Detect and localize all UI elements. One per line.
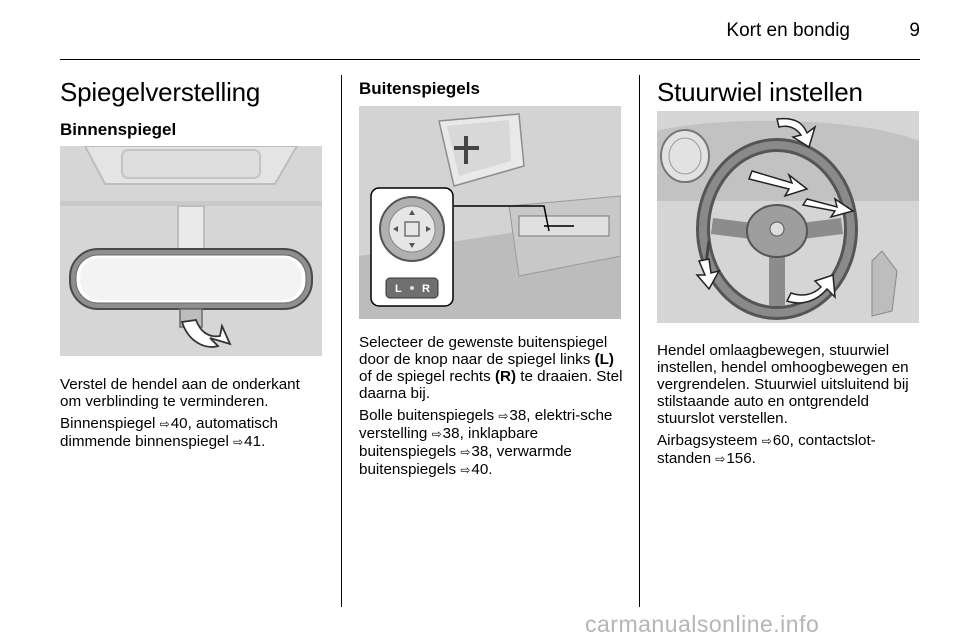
col3-paragraph-1: Hendel omlaagbewegen, stuurwiel instellen, hendel omhoogbewegen en vergrendelen. Stuurwiel uitsluitend bij stilstaande auto en ontgrendeld stuurslot verstellen.	[657, 342, 909, 427]
col3-p2-a: Airbagsysteem	[657, 432, 758, 449]
page-ref-41[interactable]: ⇨ 41.	[233, 433, 265, 450]
col2-p1-b: of de spiegel rechts	[359, 368, 491, 385]
button-left-label: L	[395, 283, 402, 295]
col2-p2-a: Bolle buitenspiegels	[359, 407, 495, 424]
header-title: Kort en bondig	[726, 20, 850, 41]
exterior-mirror-illustration	[359, 106, 621, 319]
col1-paragraph-1: Verstel de hendel aan de onderkant om verblinding te verminderen.	[60, 376, 300, 410]
steering-wheel-illustration	[657, 111, 919, 323]
col3-paragraph-2	[657, 432, 925, 468]
column-divider-2	[639, 75, 640, 607]
page-ref-38-c[interactable]: ⇨ 38, verwarmde buitenspiegels	[359, 443, 572, 478]
page-ref-40[interactable]: ⇨ 40, automatisch dimmende binnenspiegel	[60, 415, 278, 450]
col2-paragraph-2	[359, 407, 627, 479]
column-divider-1	[341, 75, 342, 607]
page-ref-38-a[interactable]: ⇨ 38, elektri-sche verstelling	[359, 407, 612, 442]
col1-paragraph-2	[60, 415, 325, 451]
watermark: carmanualsonline.info	[585, 611, 820, 637]
col2-body	[359, 334, 627, 484]
col1-body	[60, 376, 325, 456]
col1-p2-text: Binnenspiegel	[60, 415, 156, 432]
page-ref-38-b[interactable]: ⇨ 38, inklapbare buitenspiegels	[359, 425, 538, 460]
col3-body	[657, 342, 925, 473]
button-right-label: R	[422, 283, 430, 295]
subheading-binnenspiegel: Binnenspiegel	[60, 120, 177, 139]
page-ref-40[interactable]: ⇨ 40.	[460, 461, 492, 478]
subheading-buitenspiegels: Buitenspiegels	[359, 79, 480, 98]
page-ref-60[interactable]: ⇨ 60, contactslot-standen	[657, 432, 876, 467]
interior-mirror-illustration	[60, 146, 322, 356]
page-number: 9	[909, 20, 920, 41]
col2-p1-c: te draaien. Stel daarna bij.	[359, 368, 623, 402]
col2-paragraph-1	[359, 334, 627, 402]
label-r: (R)	[494, 368, 517, 385]
label-l: (L)	[594, 351, 614, 368]
header-rule	[60, 59, 920, 60]
col2-p1-a: Selecteer de gewenste buitenspiegel door de knop naar de spiegel links	[359, 334, 608, 368]
page-ref-156[interactable]: ⇨ 156.	[715, 450, 756, 467]
section-heading-stuurwiel: Stuurwiel instellen	[657, 77, 863, 107]
section-heading-spiegelverstelling: Spiegelverstelling	[60, 77, 261, 107]
